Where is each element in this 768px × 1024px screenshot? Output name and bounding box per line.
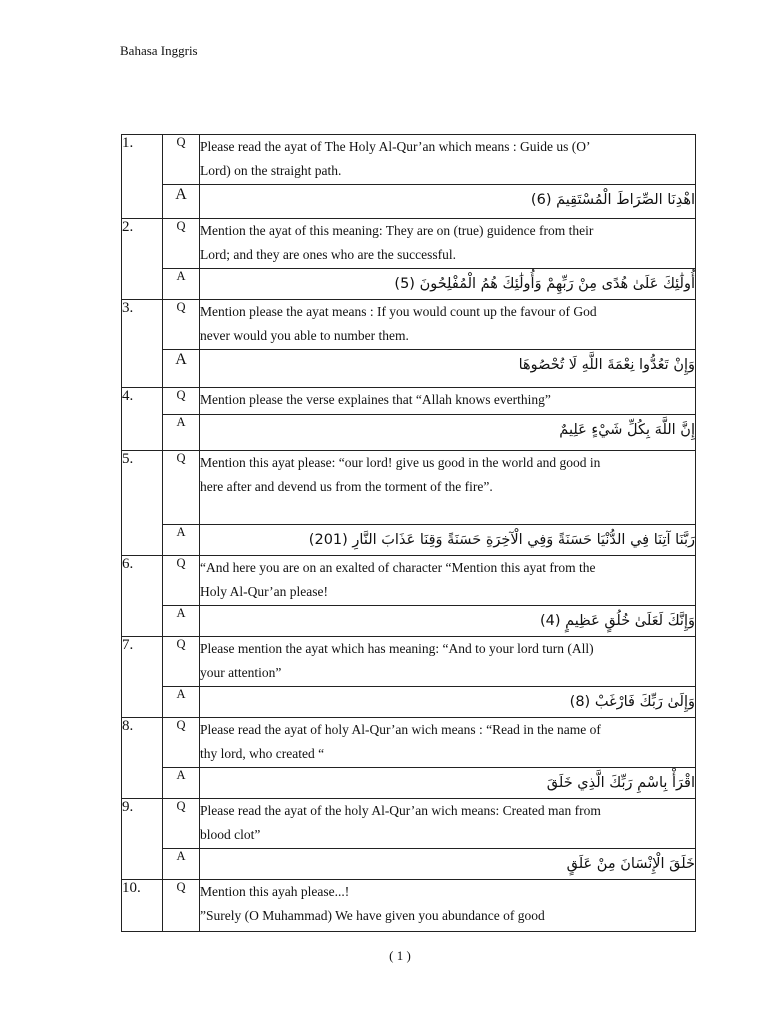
answer-row — [122, 350, 696, 388]
answer-text-arabic: خَلَقَ الْإِنْسَانَ مِنْ عَلَقٍ — [200, 849, 696, 880]
question-row — [122, 799, 696, 849]
item-number: 7. — [122, 637, 163, 718]
answer-text-arabic: اقْرَأْ بِاسْمِ رَبِّكَ الَّذِي خَلَقَ — [200, 768, 696, 799]
question-label: Q — [163, 388, 200, 415]
item-number: 9. — [122, 799, 163, 880]
question-text: Mention please the ayat means : If you would count up the favour of God never would you able to number them. — [200, 300, 696, 350]
question-row — [122, 718, 696, 768]
question-label: Q — [163, 718, 200, 768]
item-number: 2. — [122, 219, 163, 300]
question-text: Mention this ayat please: “our lord! give us good in the world and good in here after and devend us from the torment of the fire”. — [200, 451, 696, 525]
answer-label: A — [163, 525, 200, 556]
question-text: Please read the ayat of The Holy Al-Qur’an which means : Guide us (O’ Lord) on the straight path. — [200, 135, 696, 185]
question-text: Mention please the verse explaines that “Allah knows everthing” — [200, 388, 696, 415]
answer-row — [122, 849, 696, 880]
answer-text-arabic: إِنَّ اللَّهَ بِكُلِّ شَيْءٍ عَلِيمٌ — [200, 415, 696, 451]
answer-row — [122, 415, 696, 451]
answer-label: A — [163, 606, 200, 637]
item-number: 5. — [122, 451, 163, 556]
question-row — [122, 556, 696, 606]
answer-row — [122, 768, 696, 799]
answer-text-arabic: اهْدِنَا الصِّرَاطَ الْمُسْتَقِيمَ (6) — [200, 185, 696, 219]
question-label: Q — [163, 219, 200, 269]
question-row — [122, 451, 696, 525]
page-header-subject: Bahasa Inggris — [120, 43, 198, 58]
answer-text-arabic: وَإِنْ تَعُدُّوا نِعْمَةَ اللَّهِ لَا تُحْصُوهَا — [200, 350, 696, 388]
question-text: Please mention the ayat which has meaning: “And to your lord turn (All) your attention” — [200, 637, 696, 687]
item-number: 10. — [122, 880, 163, 932]
question-row — [122, 135, 696, 185]
answer-text-arabic: وَإِنَّكَ لَعَلَىٰ خُلُقٍ عَظِيمٍ (4) — [200, 606, 696, 637]
question-row — [122, 388, 696, 415]
qa-table — [121, 134, 696, 932]
answer-row — [122, 606, 696, 637]
answer-row — [122, 687, 696, 718]
answer-label: A — [163, 415, 200, 451]
question-row — [122, 300, 696, 350]
question-label: Q — [163, 880, 200, 932]
answer-row — [122, 185, 696, 219]
answer-label: A — [163, 687, 200, 718]
question-label: Q — [163, 799, 200, 849]
question-label: Q — [163, 556, 200, 606]
question-text: Please read the ayat of the holy Al-Qur’an wich means: Created man from blood clot” — [200, 799, 696, 849]
answer-label: A — [163, 185, 200, 219]
answer-label: A — [163, 768, 200, 799]
question-label: Q — [163, 135, 200, 185]
answer-label: A — [163, 849, 200, 880]
answer-text-arabic: وَإِلَىٰ رَبِّكَ فَارْغَبْ (8) — [200, 687, 696, 718]
item-number: 4. — [122, 388, 163, 451]
question-label: Q — [163, 637, 200, 687]
answer-row — [122, 525, 696, 556]
question-label: Q — [163, 300, 200, 350]
question-text: Please read the ayat of holy Al-Qur’an wich means : “Read in the name of thy lord, who created “ — [200, 718, 696, 768]
item-number: 3. — [122, 300, 163, 388]
answer-label: A — [163, 350, 200, 388]
answer-text-arabic: رَبَّنَا آتِنَا فِي الدُّنْيَا حَسَنَةً وَفِي الْآخِرَةِ حَسَنَةً وَقِنَا عَذَابَ النَّارِ (201) — [200, 525, 696, 556]
question-row — [122, 880, 696, 932]
page-number: ( 1 ) — [389, 948, 411, 963]
item-number: 6. — [122, 556, 163, 637]
answer-row — [122, 269, 696, 300]
question-text: “And here you are on an exalted of character “Mention this ayat from the Holy Al-Qur’an please! — [200, 556, 696, 606]
question-text: Mention this ayah please...! ”Surely (O Muhammad) We have given you abundance of good — [200, 880, 696, 932]
answer-label: A — [163, 269, 200, 300]
item-number: 1. — [122, 135, 163, 219]
question-row — [122, 637, 696, 687]
question-row — [122, 219, 696, 269]
answer-text-arabic: أُولَٰئِكَ عَلَىٰ هُدًى مِنْ رَبِّهِمْ وَأُولَٰئِكَ هُمُ الْمُفْلِحُونَ (5) — [200, 269, 696, 300]
question-label: Q — [163, 451, 200, 525]
question-text: Mention the ayat of this meaning: They are on (true) guidence from their Lord; and they are ones who are the successful. — [200, 219, 696, 269]
item-number: 8. — [122, 718, 163, 799]
